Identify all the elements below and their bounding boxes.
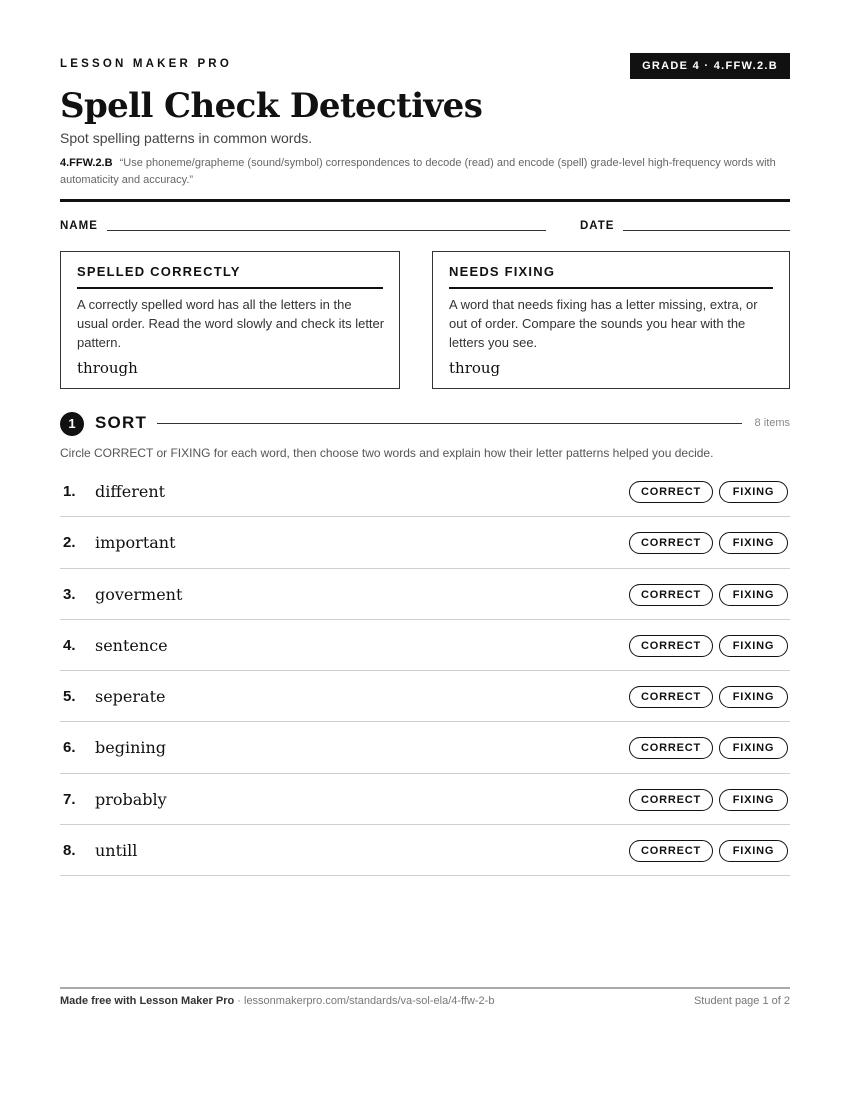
- grade-badge: GRADE 4 · 4.FFW.2.B: [630, 53, 790, 79]
- page-number: Student page 1 of 2: [693, 995, 790, 1007]
- item-word: goverment: [95, 584, 183, 604]
- correct-option[interactable]: CORRECT: [629, 686, 713, 708]
- word-list: [60, 466, 790, 876]
- section-instructions: Circle CORRECT or FIXING for each word, then choose two words and explain how their letter patterns helped you decide.: [60, 446, 714, 460]
- item-word: important: [95, 533, 176, 553]
- name-field[interactable]: [107, 230, 546, 231]
- fixing-option[interactable]: FIXING: [719, 584, 788, 606]
- card-title: SPELLED CORRECTLY: [77, 264, 241, 279]
- fixing-option[interactable]: FIXING: [719, 840, 788, 862]
- fixing-option[interactable]: FIXING: [719, 481, 788, 503]
- item-word: probably: [95, 789, 167, 809]
- fixing-option[interactable]: FIXING: [719, 686, 788, 708]
- list-item: [60, 517, 790, 568]
- list-item: [60, 569, 790, 620]
- card-divider: [77, 287, 383, 289]
- fixing-option[interactable]: FIXING: [719, 737, 788, 759]
- card-example-word: through: [77, 359, 138, 377]
- date-field[interactable]: [623, 230, 790, 231]
- brand-name: LESSON MAKER PRO: [60, 58, 232, 70]
- card-example-word: throug: [449, 359, 501, 377]
- list-item: [60, 825, 790, 876]
- header-divider: [60, 199, 790, 202]
- card-description: A word that needs fixing has a letter missing, extra, or out of order. Compare the sounds you hear with the letters you see.: [449, 297, 758, 350]
- item-number: 1.: [63, 483, 76, 500]
- footer-separator: ·: [234, 995, 244, 1007]
- item-number: 3.: [63, 585, 76, 603]
- correct-option[interactable]: CORRECT: [629, 635, 713, 657]
- card-divider: [449, 287, 773, 289]
- item-word: untill: [95, 841, 138, 861]
- item-word: different: [95, 482, 166, 501]
- fixing-option[interactable]: FIXING: [719, 532, 788, 554]
- section-rule: [157, 423, 742, 424]
- section-number: 1: [60, 412, 84, 436]
- page-subtitle: Spot spelling patterns in common words.: [60, 130, 313, 146]
- fixing-option[interactable]: FIXING: [719, 789, 788, 811]
- page-footer: [60, 995, 790, 1007]
- section-item-count: 8 items: [754, 417, 790, 429]
- item-word: sentence: [95, 635, 168, 655]
- standard-text: “Use phoneme/grapheme (sound/symbol) correspondences to decode (read) and encode (spell) grade-level high-frequency words with automaticity and accuracy.”: [60, 157, 776, 186]
- card-description: A correctly spelled word has all the letters in the usual order. Read the word slowly and check its letter pattern.: [77, 297, 385, 350]
- item-word: seperate: [95, 687, 166, 707]
- card-title: NEEDS FIXING: [449, 264, 556, 279]
- worksheet-page: [60, 0, 790, 1100]
- correct-option[interactable]: CORRECT: [629, 840, 713, 862]
- list-item: [60, 671, 790, 722]
- standard-description: [60, 155, 790, 189]
- card-spelled-correctly: [60, 251, 400, 389]
- name-date-row: [60, 220, 790, 236]
- correct-option[interactable]: CORRECT: [629, 789, 713, 811]
- correct-option[interactable]: CORRECT: [629, 481, 713, 503]
- list-item: [60, 620, 790, 671]
- date-label: DATE: [580, 220, 615, 232]
- item-number: 6.: [63, 739, 76, 757]
- item-number: 5.: [63, 688, 76, 706]
- footer-divider: [60, 987, 790, 989]
- list-item: [60, 722, 790, 773]
- item-number: 7.: [63, 790, 76, 808]
- item-word: begining: [95, 738, 167, 758]
- list-item: [60, 774, 790, 825]
- fixing-option[interactable]: FIXING: [719, 635, 788, 657]
- section-title: SORT: [95, 413, 148, 432]
- correct-option[interactable]: CORRECT: [629, 532, 713, 554]
- item-number: 8.: [63, 842, 76, 860]
- item-number: 2.: [63, 534, 76, 552]
- name-label: NAME: [60, 220, 98, 232]
- card-needs-fixing: [432, 251, 790, 389]
- page-title: Spell Check Detectives: [60, 86, 483, 126]
- list-item: [60, 466, 790, 517]
- correct-option[interactable]: CORRECT: [629, 737, 713, 759]
- correct-option[interactable]: CORRECT: [629, 584, 713, 606]
- item-number: 4.: [63, 636, 76, 654]
- standard-code: 4.FFW.2.B: [60, 157, 113, 169]
- footer-url-link[interactable]: lessonmakerpro.com/standards/va-sol-ela/4-ffw-2-b: [244, 995, 495, 1007]
- footer-credit: Made free with Lesson Maker Pro: [60, 995, 235, 1007]
